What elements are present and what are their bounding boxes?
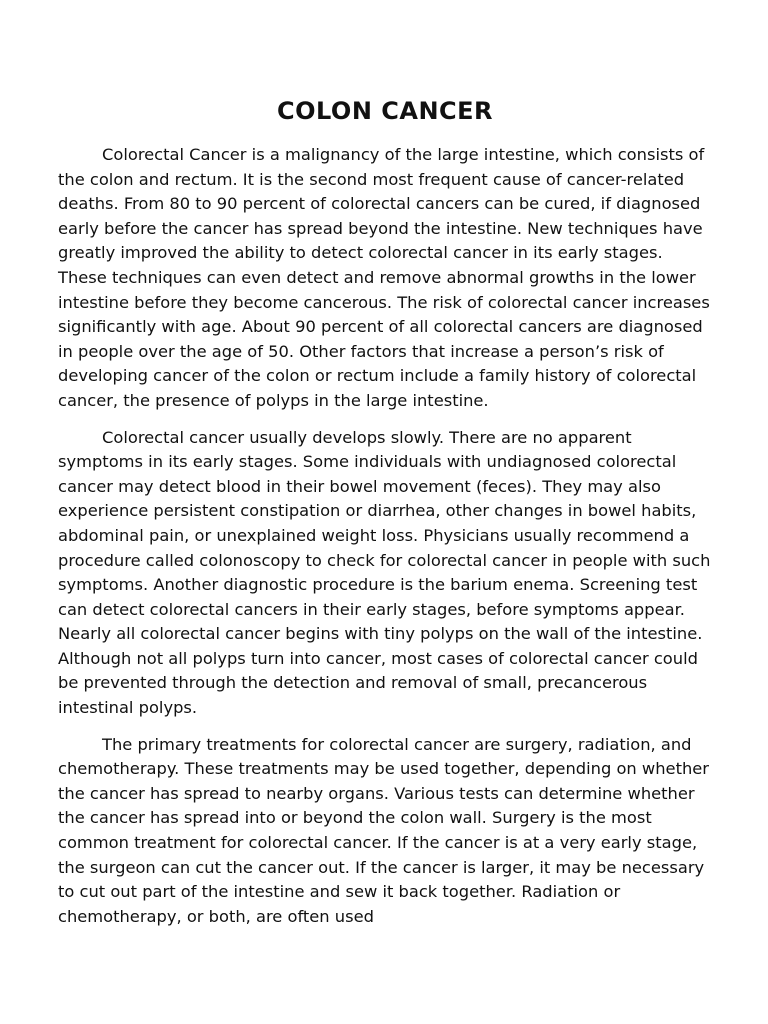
document-title: COLON CANCER: [276, 97, 494, 125]
paragraph-2: Colorectal cancer usually develops slowly. There are no apparent symptoms in its early stages. Some individuals with undiagnosed colorectal cancer may detect blood in their bowel movement (feces). They may also experience persistent constipation or diarrhea, other changes in bowel habits, abdominal pain, or unexplained weight loss. Physicians usually recommend a procedure called colonoscopy to check for colorectal cancer in people with such symptoms. Another diagnostic procedure is the barium enema. Screening test can detect colorectal cancers in their early stages, before symptoms appear. Nearly all colorectal cancer begins with tiny polyps on the wall of the intestine. Although not all polyps turn into cancer, most cases of colorectal cancer could be prevented through the detection and removal of small, precancerous intestinal polyps.: [58, 427, 711, 718]
paragraph-3: The primary treatments for colorectal cancer are surgery, radiation, and chemotherapy. These treatments may be used together, depending on whether the cancer has spread to nearby organs. Various tests can determine whether the cancer has spread into or beyond the colon wall. Surgery is the most common treatment for colorectal cancer. If the cancer is at a very early stage, the surgeon can cut the cancer out. If the cancer is larger, it may be necessary to cut out part of the intestine and sew it back together. Radiation or chemotherapy, or both, are often used: [58, 734, 709, 926]
document-page: [58, 93, 712, 941]
paragraph-1: Colorectal Cancer is a malignancy of the large intestine, which consists of the colon and rectum. It is the second most frequent cause of cancer-related deaths. From 80 to 90 percent of colorectal cancers can be cured, if diagnosed early before the cancer has spread beyond the intestine. New techniques have greatly improved the ability to detect colorectal cancer in its early stages. These techniques can even detect and remove abnormal growths in the lower intestine before they become cancerous. The risk of colorectal cancer increases significantly with age. About 90 percent of all colorectal cancers are diagnosed in people over the age of 50. Other factors that increase a person’s risk of developing cancer of the colon or rectum include a family history of colorectal cancer, the presence of polyps in the large intestine.: [58, 145, 710, 410]
